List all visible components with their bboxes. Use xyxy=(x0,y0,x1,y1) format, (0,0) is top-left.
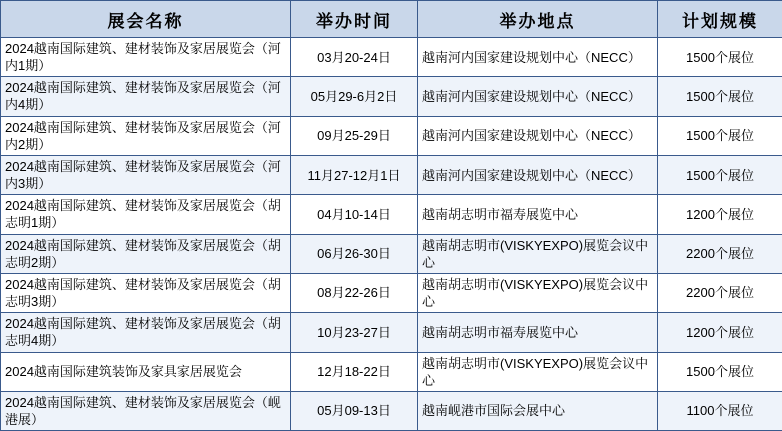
table-row xyxy=(1,313,782,352)
cell-exhibition-scale: 1500个展位 xyxy=(658,155,782,194)
cell-exhibition-venue: 越南河内国家建设规划中心（NECC） xyxy=(418,77,658,116)
column-header-date: 举办时间 xyxy=(291,1,418,38)
cell-exhibition-name: 2024越南国际建筑、建材装饰及家居展览会（胡志明2期） xyxy=(1,234,291,273)
cell-exhibition-date: 05月09-13日 xyxy=(291,391,418,430)
column-header-venue: 举办地点 xyxy=(418,1,658,38)
cell-exhibition-venue: 越南胡志明市(VISKYEXPO)展览会议中心 xyxy=(418,352,658,391)
cell-exhibition-scale: 1500个展位 xyxy=(658,352,782,391)
cell-exhibition-date: 06月26-30日 xyxy=(291,234,418,273)
cell-exhibition-scale: 1200个展位 xyxy=(658,195,782,234)
cell-exhibition-venue: 越南河内国家建设规划中心（NECC） xyxy=(418,116,658,155)
cell-exhibition-date: 04月10-14日 xyxy=(291,195,418,234)
cell-exhibition-name: 2024越南国际建筑、建材装饰及家居展览会（河内3期） xyxy=(1,155,291,194)
column-header-name: 展会名称 xyxy=(1,1,291,38)
table-row xyxy=(1,38,782,77)
table-header xyxy=(1,1,782,38)
cell-exhibition-name: 2024越南国际建筑、建材装饰及家居展览会（岘港展） xyxy=(1,391,291,430)
table-row xyxy=(1,77,782,116)
cell-exhibition-venue: 越南胡志明市(VISKYEXPO)展览会议中心 xyxy=(418,273,658,312)
cell-exhibition-venue: 越南河内国家建设规划中心（NECC） xyxy=(418,38,658,77)
cell-exhibition-scale: 1500个展位 xyxy=(658,38,782,77)
cell-exhibition-scale: 1500个展位 xyxy=(658,77,782,116)
cell-exhibition-name: 2024越南国际建筑、建材装饰及家居展览会（河内1期） xyxy=(1,38,291,77)
cell-exhibition-date: 03月20-24日 xyxy=(291,38,418,77)
cell-exhibition-name: 2024越南国际建筑、建材装饰及家居展览会（胡志明4期） xyxy=(1,313,291,352)
table-row xyxy=(1,234,782,273)
cell-exhibition-venue: 越南胡志明市福寿展览中心 xyxy=(418,195,658,234)
cell-exhibition-date: 09月25-29日 xyxy=(291,116,418,155)
cell-exhibition-name: 2024越南国际建筑、建材装饰及家居展览会（胡志明3期） xyxy=(1,273,291,312)
cell-exhibition-date: 08月22-26日 xyxy=(291,273,418,312)
cell-exhibition-date: 10月23-27日 xyxy=(291,313,418,352)
cell-exhibition-scale: 2200个展位 xyxy=(658,273,782,312)
cell-exhibition-date: 11月27-12月1日 xyxy=(291,155,418,194)
cell-exhibition-scale: 2200个展位 xyxy=(658,234,782,273)
cell-exhibition-name: 2024越南国际建筑、建材装饰及家居展览会（河内4期） xyxy=(1,77,291,116)
table-body xyxy=(1,38,782,431)
table-row xyxy=(1,195,782,234)
cell-exhibition-name: 2024越南国际建筑装饰及家具家居展览会 xyxy=(1,352,291,391)
table-row xyxy=(1,352,782,391)
cell-exhibition-scale: 1500个展位 xyxy=(658,116,782,155)
cell-exhibition-venue: 越南岘港市国际会展中心 xyxy=(418,391,658,430)
cell-exhibition-venue: 越南胡志明市福寿展览中心 xyxy=(418,313,658,352)
cell-exhibition-venue: 越南河内国家建设规划中心（NECC） xyxy=(418,155,658,194)
cell-exhibition-name: 2024越南国际建筑、建材装饰及家居展览会（胡志明1期） xyxy=(1,195,291,234)
table-row xyxy=(1,155,782,194)
table-row xyxy=(1,273,782,312)
cell-exhibition-scale: 1100个展位 xyxy=(658,391,782,430)
table-header-row xyxy=(1,1,782,38)
column-header-scale: 计划规模 xyxy=(658,1,782,38)
cell-exhibition-date: 05月29-6月2日 xyxy=(291,77,418,116)
table-row xyxy=(1,391,782,430)
table-row xyxy=(1,116,782,155)
cell-exhibition-name: 2024越南国际建筑、建材装饰及家居展览会（河内2期） xyxy=(1,116,291,155)
cell-exhibition-venue: 越南胡志明市(VISKYEXPO)展览会议中心 xyxy=(418,234,658,273)
cell-exhibition-date: 12月18-22日 xyxy=(291,352,418,391)
cell-exhibition-scale: 1200个展位 xyxy=(658,313,782,352)
